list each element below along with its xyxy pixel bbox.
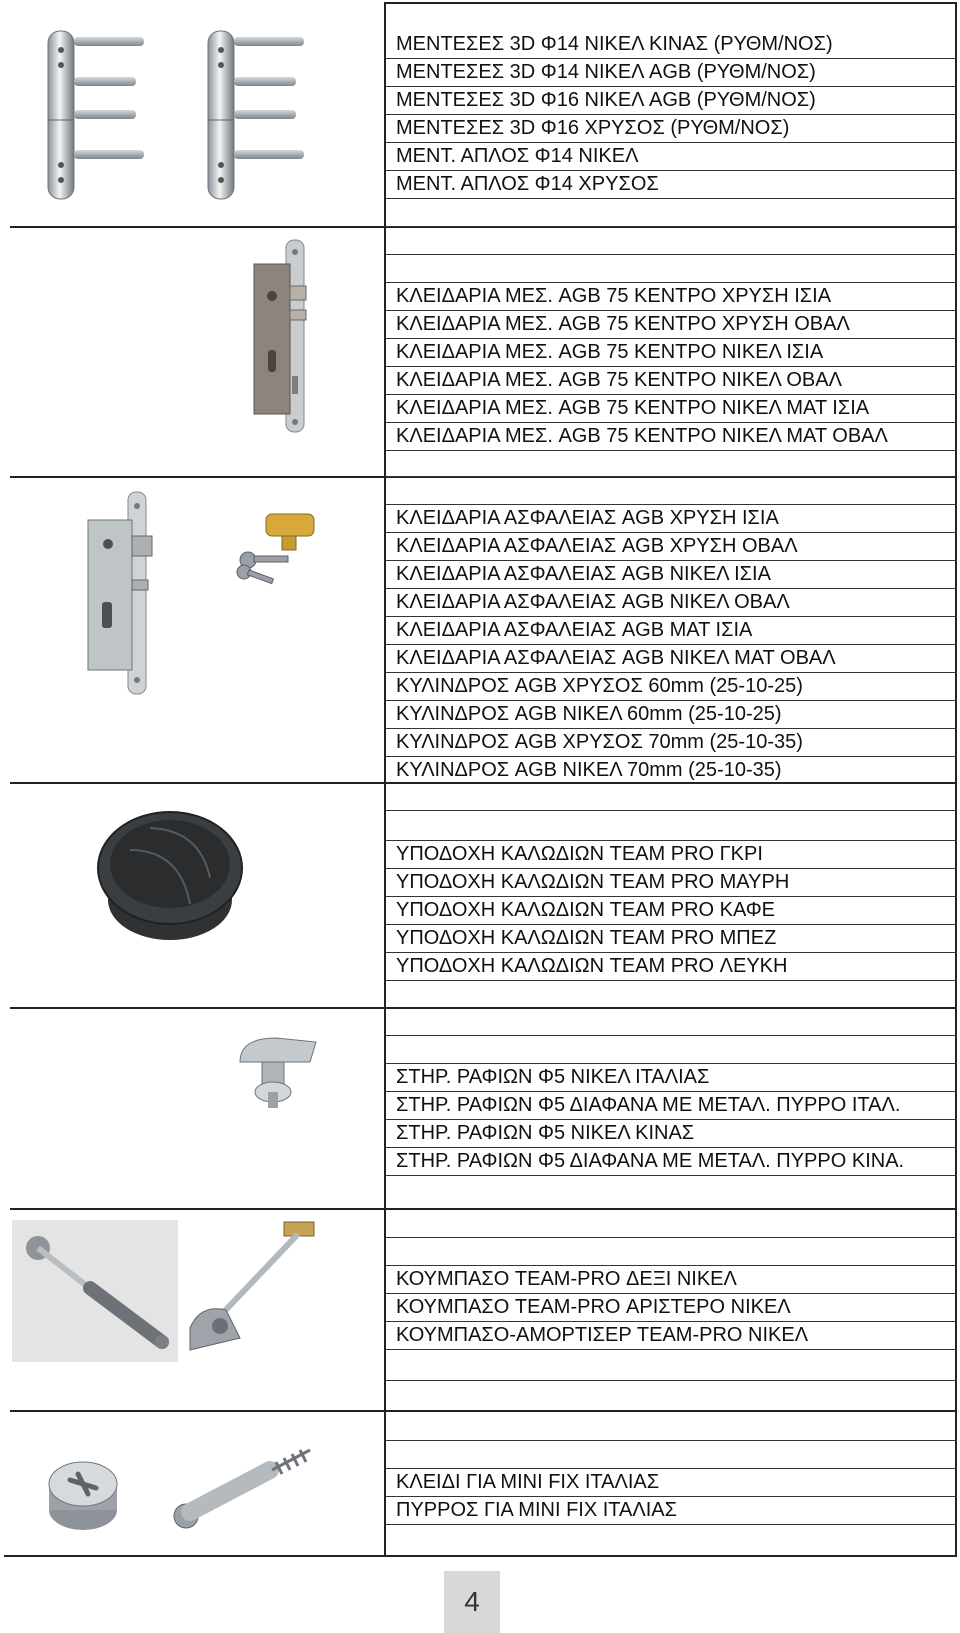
table-bottom-border — [4, 1555, 957, 1557]
section-divider — [10, 1208, 957, 1210]
hinge-left — [48, 31, 144, 199]
security-lock-image — [80, 490, 170, 696]
list-item: ΚΟΥΜΠΑΣΟ TEAM-PRO ΑΡΙΣΤΕΡΟ ΝΙΚΕΛ — [396, 1296, 791, 1318]
list-item: ΚΛΕΙΔΑΡΙΑ ΜΕΣ. AGB 75 ΚΕΝΤΡΟ ΝΙΚΕΛ ΜΑΤ ΙΣΙΑ — [396, 397, 870, 419]
list-item: ΚΛΕΙΔΑΡΙΑ ΜΕΣ. AGB 75 ΚΕΝΤΡΟ ΧΡΥΣΗ ΟΒΑΛ — [396, 313, 850, 335]
row-rule — [385, 1349, 956, 1350]
list-item: ΚΛΕΙΔΑΡΙΑ ΜΕΣ. AGB 75 ΚΕΝΤΡΟ ΝΙΚΕΛ ΙΣΙΑ — [396, 341, 824, 363]
row-rule — [385, 1175, 956, 1176]
list-item: ΜΕΝΤΕΣΕΣ 3D Φ16 ΧΡΥΣΟΣ (ΡΥΘΜ/ΝΟΣ) — [396, 117, 790, 139]
row-rule — [385, 198, 956, 199]
row-rule — [385, 254, 956, 255]
list-item: ΚΥΛΙΝΔΡΟΣ AGB ΧΡΥΣΟΣ 60mm (25-10-25) — [396, 675, 803, 697]
list-item: ΣΤΗΡ. ΡΑΦΙΩΝ Φ5 ΝΙΚΕΛ ΚΙΝΑΣ — [396, 1122, 695, 1144]
list-item: ΜΕΝΤ. ΑΠΛΟΣ Φ14 ΝΙΚΕΛ — [396, 145, 639, 167]
list-item: ΚΛΕΙΔΑΡΙΑ ΜΕΣ. AGB 75 ΚΕΝΤΡΟ ΝΙΚΕΛ ΜΑΤ ΟΒΑΛ — [396, 425, 888, 447]
table-right-border — [955, 2, 957, 1556]
mini-fix-bolt-image — [170, 1440, 320, 1530]
list-item: ΣΤΗΡ. ΡΑΦΙΩΝ Φ5 ΔΙΑΦΑΝΑ ΜΕ ΜΕΤΑΛ. ΠΥΡΡΟ ΙΤΑΛ. — [396, 1094, 901, 1116]
list-item: ΥΠΟΔΟΧΗ ΚΑΛΩΔΙΩΝ TEAM PRO ΜΠΕΖ — [396, 927, 777, 949]
mini-fix-cam-image — [38, 1450, 128, 1540]
list-item: ΣΤΗΡ. ΡΑΦΙΩΝ Φ5 ΝΙΚΕΛ ΙΤΑΛΙΑΣ — [396, 1066, 710, 1088]
mortise-lock-image — [250, 238, 320, 434]
list-item: ΥΠΟΔΟΧΗ ΚΑΛΩΔΙΩΝ TEAM PRO ΛΕΥΚΗ — [396, 955, 788, 977]
row-rule — [385, 1524, 956, 1525]
list-item: ΚΛΕΙΔΑΡΙΑ ΑΣΦΑΛΕΙΑΣ AGB ΧΡΥΣΗ ΙΣΙΑ — [396, 507, 779, 529]
list-item: ΚΟΥΜΠΑΣΟ TEAM-PRO ΔΕΞΙ ΝΙΚΕΛ — [396, 1268, 737, 1290]
list-item: ΜΕΝΤ. ΑΠΛΟΣ Φ14 ΧΡΥΣΟΣ — [396, 173, 659, 195]
shelf-support-image — [236, 1032, 322, 1112]
table-text-column-left-border — [384, 2, 386, 1556]
gas-lid-stay-image — [12, 1220, 178, 1362]
row-rule — [385, 450, 956, 451]
row-rule — [385, 980, 956, 981]
list-item: ΠΥΡΡΟΣ ΓΙΑ MINI FIX ΙΤΑΛΙΑΣ — [396, 1499, 677, 1521]
list-item: ΚΛΕΙΔΑΡΙΑ ΜΕΣ. AGB 75 ΚΕΝΤΡΟ ΝΙΚΕΛ ΟΒΑΛ — [396, 369, 842, 391]
list-item: ΚΟΥΜΠΑΣΟ-ΑΜΟΡΤΙΣΕΡ TEAM-PRO ΝΙΚΕΛ — [396, 1324, 809, 1346]
list-item: ΚΛΕΙΔΑΡΙΑ ΑΣΦΑΛΕΙΑΣ AGB ΝΙΚΕΛ ΙΣΙΑ — [396, 563, 771, 585]
hinge-right — [208, 31, 304, 199]
list-item: ΚΛΕΙΔΑΡΙΑ ΑΣΦΑΛΕΙΑΣ AGB ΜΑΤ ΙΣΙΑ — [396, 619, 753, 641]
row-rule — [385, 226, 956, 227]
list-item: ΚΛΕΙΔΑΡΙΑ ΑΣΦΑΛΕΙΑΣ AGB ΝΙΚΕΛ ΜΑΤ ΟΒΑΛ — [396, 647, 836, 669]
list-item: ΚΥΛΙΝΔΡΟΣ AGB ΝΙΚΕΛ 60mm (25-10-25) — [396, 703, 782, 725]
mechanical-lid-stay-image — [180, 1220, 326, 1362]
row-rule — [385, 810, 956, 811]
list-item: ΥΠΟΔΟΧΗ ΚΑΛΩΔΙΩΝ TEAM PRO ΜΑΥΡΗ — [396, 871, 790, 893]
list-item: ΚΥΛΙΝΔΡΟΣ AGB ΝΙΚΕΛ 70mm (25-10-35) — [396, 759, 782, 781]
list-item: ΥΠΟΔΟΧΗ ΚΑΛΩΔΙΩΝ TEAM PRO ΚΑΦΕ — [396, 899, 776, 921]
row-rule — [385, 1035, 956, 1036]
list-item: ΚΛΕΙΔΑΡΙΑ ΜΕΣ. AGB 75 ΚΕΝΤΡΟ ΧΡΥΣΗ ΙΣΙΑ — [396, 285, 832, 307]
list-item: ΜΕΝΤΕΣΕΣ 3D Φ14 ΝΙΚΕΛ AGB (ΡΥΘΜ/ΝΟΣ) — [396, 61, 816, 83]
list-item: ΜΕΝΤΕΣΕΣ 3D Φ14 ΝΙΚΕΛ ΚΙΝΑΣ (ΡΥΘΜ/ΝΟΣ) — [396, 33, 833, 55]
row-rule — [385, 1440, 956, 1441]
list-item: ΣΤΗΡ. ΡΑΦΙΩΝ Φ5 ΔΙΑΦΑΝΑ ΜΕ ΜΕΤΑΛ. ΠΥΡΡΟ ΚΙΝΑ. — [396, 1150, 905, 1172]
list-item: ΜΕΝΤΕΣΕΣ 3D Φ16 ΝΙΚΕΛ AGB (ΡΥΘΜ/ΝΟΣ) — [396, 89, 816, 111]
row-rule — [385, 1380, 956, 1381]
door-hinge-image — [40, 25, 360, 205]
section-divider — [10, 1410, 957, 1412]
list-item: ΥΠΟΔΟΧΗ ΚΑΛΩΔΙΩΝ TEAM PRO ΓΚΡΙ — [396, 843, 763, 865]
section-divider — [10, 1007, 957, 1009]
page-number: 4 — [444, 1571, 500, 1633]
table-top-border — [384, 2, 957, 4]
row-rule — [385, 476, 956, 477]
list-item: ΚΛΕΙΔΙ ΓΙΑ MINI FIX ΙΤΑΛΙΑΣ — [396, 1471, 660, 1493]
list-item: ΚΛΕΙΔΑΡΙΑ ΑΣΦΑΛΕΙΑΣ AGB ΝΙΚΕΛ ΟΒΑΛ — [396, 591, 790, 613]
row-rule — [385, 1237, 956, 1238]
list-item: ΚΥΛΙΝΔΡΟΣ AGB ΧΡΥΣΟΣ 70mm (25-10-35) — [396, 731, 803, 753]
list-item: ΚΛΕΙΔΑΡΙΑ ΑΣΦΑΛΕΙΑΣ AGB ΧΡΥΣΗ ΟΒΑΛ — [396, 535, 798, 557]
cable-grommet-image — [90, 800, 250, 950]
cylinder-with-keys-image — [230, 508, 320, 596]
